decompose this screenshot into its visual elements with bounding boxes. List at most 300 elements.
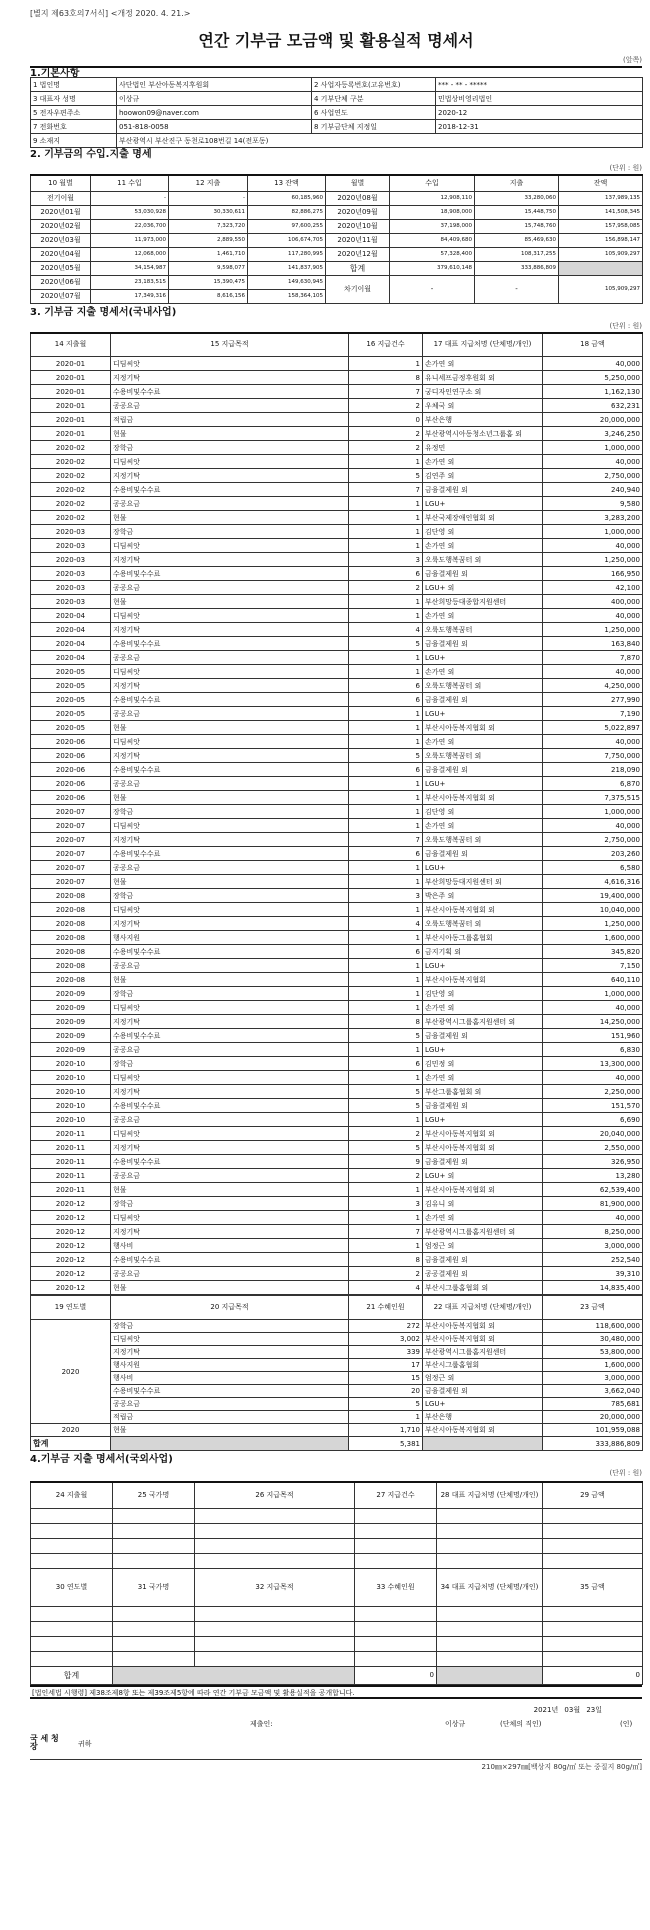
expense-payee: 손가연 외 <box>423 819 543 833</box>
income-row <box>31 205 643 219</box>
expense-purpose: 행사비 <box>111 1239 349 1253</box>
expense-count: 9 <box>349 1155 423 1169</box>
expense-amount: 40,000 <box>543 1211 643 1225</box>
expense-count: 1 <box>349 665 423 679</box>
summary-purpose: 적립금 <box>111 1411 349 1424</box>
summary-row <box>31 1346 643 1359</box>
expense-month: 2020-11 <box>31 1183 111 1197</box>
basic-value: *** - ** - ***** <box>436 78 643 92</box>
expense-purpose: 공공요금 <box>111 1043 349 1057</box>
expense-purpose: 수용비및수수료 <box>111 567 349 581</box>
domestic-header: 14 지출월 <box>31 333 111 357</box>
income-amount: 22,036,700 <box>91 219 169 233</box>
expense-amount: 1,461,710 <box>169 247 248 261</box>
overseas-empty-cell <box>355 1636 437 1651</box>
income-month: 2020년07월 <box>31 289 91 303</box>
expense-month: 2020-11 <box>31 1141 111 1155</box>
expense-amount: 40,000 <box>543 539 643 553</box>
expense-month: 2020-03 <box>31 567 111 581</box>
overseas-header: 33 수혜인원 <box>355 1568 437 1606</box>
expense-payee: 손가연 외 <box>423 609 543 623</box>
overseas-header: 34 대표 지급처명 (단체명/개인) <box>437 1568 543 1606</box>
expense-amount: 1,000,000 <box>543 441 643 455</box>
overseas-header: 24 지출월 <box>31 1482 113 1508</box>
carryover-balance: 105,909,297 <box>559 275 643 303</box>
expense-purpose: 공공요금 <box>111 651 349 665</box>
expense-purpose: 디딤씨앗 <box>111 609 349 623</box>
domestic-total-label: 합계 <box>31 1437 111 1451</box>
summary-purpose: 공공요금 <box>111 1398 349 1411</box>
income-amount: 34,154,987 <box>91 261 169 275</box>
expense-count: 1 <box>349 735 423 749</box>
expense-amount: 1,000,000 <box>543 987 643 1001</box>
expense-purpose: 현물 <box>111 1183 349 1197</box>
section-income-title: 2. 기부금의 수입.지출 명세 <box>30 149 152 160</box>
expense-count: 2 <box>349 1169 423 1183</box>
expense-amount: 81,900,000 <box>543 1197 643 1211</box>
expense-row <box>31 987 643 1001</box>
expense-purpose: 공공요금 <box>111 1113 349 1127</box>
summary-count: 17 <box>349 1359 423 1372</box>
address-label: 9 소재지 <box>31 134 117 148</box>
balance-amount: 141,837,905 <box>248 261 326 275</box>
overseas-empty-cell <box>31 1538 113 1553</box>
expense-amount: 6,580 <box>543 861 643 875</box>
expense-purpose: 공공요금 <box>111 581 349 595</box>
overseas-header-row-2 <box>31 1568 643 1606</box>
summary-amount: 785,681 <box>543 1398 643 1411</box>
expense-purpose: 공공요금 <box>111 707 349 721</box>
expense-amount: 6,830 <box>543 1043 643 1057</box>
expense-row <box>31 497 643 511</box>
expense-month: 2020-02 <box>31 511 111 525</box>
expense-purpose: 현물 <box>111 1281 349 1295</box>
expense-month: 2020-02 <box>31 441 111 455</box>
submit-date: 2021년 03월 23일 <box>533 1705 602 1714</box>
overseas-empty-cell <box>437 1538 543 1553</box>
summary-payee: 엄정근 외 <box>423 1372 543 1385</box>
expense-count: 6 <box>349 945 423 959</box>
overseas-empty-cell <box>355 1508 437 1523</box>
expense-month: 2020-01 <box>31 371 111 385</box>
addressee: 귀하 <box>78 1739 92 1748</box>
expense-month: 2020-04 <box>31 623 111 637</box>
expense-amount: 6,870 <box>543 777 643 791</box>
income-month: 전기이월 <box>31 191 91 205</box>
overseas-empty-cell <box>113 1636 195 1651</box>
expense-amount: 400,000 <box>543 595 643 609</box>
expense-purpose: 공공요금 <box>111 1267 349 1281</box>
expense-month: 2020-11 <box>31 1169 111 1183</box>
overseas-empty-cell <box>355 1523 437 1538</box>
income-month: 2020년10월 <box>326 219 390 233</box>
expense-amount: 40,000 <box>543 1001 643 1015</box>
expense-amount: 19,400,000 <box>543 889 643 903</box>
expense-payee: 손가연 외 <box>423 665 543 679</box>
expense-payee: 부산시아동복지협회 외 <box>423 1183 543 1197</box>
expense-row <box>31 665 643 679</box>
expense-row <box>31 1253 643 1267</box>
overseas-empty-cell <box>437 1523 543 1538</box>
expense-payee: 금융결제원 외 <box>423 1155 543 1169</box>
expense-amount: 3,283,200 <box>543 511 643 525</box>
income-row <box>31 261 643 275</box>
overseas-empty-cell <box>31 1553 113 1568</box>
expense-month: 2020-05 <box>31 665 111 679</box>
expense-row <box>31 1043 643 1057</box>
income-header: 지출 <box>475 175 559 191</box>
expense-amount: 1,600,000 <box>543 931 643 945</box>
expense-count: 6 <box>349 1057 423 1071</box>
expense-amount: 166,950 <box>543 567 643 581</box>
expense-row <box>31 959 643 973</box>
domestic-header: 15 지급목적 <box>111 333 349 357</box>
expense-payee: 금융결제원 외 <box>423 483 543 497</box>
domestic-header-row <box>31 333 643 357</box>
expense-count: 1 <box>349 1071 423 1085</box>
expense-count: 6 <box>349 763 423 777</box>
expense-row <box>31 1183 643 1197</box>
income-month: 2020년03월 <box>31 233 91 247</box>
overseas-header: 29 금액 <box>543 1482 643 1508</box>
basic-row <box>31 78 643 92</box>
expense-count: 5 <box>349 1029 423 1043</box>
expense-count: 1 <box>349 1043 423 1057</box>
summary-payee: LGU+ <box>423 1398 543 1411</box>
expense-count: 1 <box>349 497 423 511</box>
expense-total: 333,886,809 <box>475 261 559 275</box>
expense-payee: 유정민 <box>423 441 543 455</box>
overseas-empty-cell <box>113 1523 195 1538</box>
expense-amount: 7,870 <box>543 651 643 665</box>
overseas-empty-cell <box>543 1523 643 1538</box>
expense-payee: 손가연 외 <box>423 1071 543 1085</box>
income-header-row <box>31 175 643 191</box>
overseas-empty-row <box>31 1538 643 1553</box>
expense-amount: 7,190 <box>543 707 643 721</box>
expense-row <box>31 637 643 651</box>
expense-purpose: 현물 <box>111 595 349 609</box>
summary-purpose: 수용비및수수료 <box>111 1385 349 1398</box>
expense-row <box>31 1001 643 1015</box>
expense-amount: 163,840 <box>543 637 643 651</box>
expense-month: 2020-09 <box>31 1029 111 1043</box>
recipient-org: 국 세 청 장 <box>30 1733 59 1751</box>
overseas-empty-cell <box>437 1636 543 1651</box>
expense-row <box>31 399 643 413</box>
expense-payee: 손가연 외 <box>423 735 543 749</box>
basic-label: 3 대표자 성명 <box>31 92 117 106</box>
summary-row <box>31 1385 643 1398</box>
expense-purpose: 장학금 <box>111 1057 349 1071</box>
expense-month: 2020-12 <box>31 1211 111 1225</box>
expense-payee: 우체국 외 <box>423 399 543 413</box>
expense-month: 2020-12 <box>31 1197 111 1211</box>
expense-count: 2 <box>349 427 423 441</box>
overseas-empty-cell <box>543 1621 643 1636</box>
expense-row <box>31 525 643 539</box>
domestic-header: 16 지급건수 <box>349 333 423 357</box>
expense-amount: 40,000 <box>543 819 643 833</box>
expense-purpose: 지정기탁 <box>111 1225 349 1239</box>
income-amount: - <box>91 191 169 205</box>
expense-payee: 금융결제원 외 <box>423 1099 543 1113</box>
expense-month: 2020-02 <box>31 469 111 483</box>
balance-amount: 82,886,275 <box>248 205 326 219</box>
basic-row <box>31 92 643 106</box>
expense-count: 6 <box>349 567 423 581</box>
expense-count: 1 <box>349 721 423 735</box>
expense-month: 2020-03 <box>31 525 111 539</box>
overseas-total-count: 0 <box>355 1666 437 1684</box>
expense-amount: 40,000 <box>543 609 643 623</box>
expense-row <box>31 623 643 637</box>
expense-count: 1 <box>349 707 423 721</box>
income-month: 2020년02월 <box>31 219 91 233</box>
income-amount: 23,183,515 <box>91 275 169 289</box>
expense-month: 2020-07 <box>31 833 111 847</box>
summary-header: 22 대표 지급처명 (단체명/개인) <box>423 1296 543 1320</box>
expense-count: 1 <box>349 777 423 791</box>
expense-row <box>31 441 643 455</box>
summary-header: 20 지급목적 <box>111 1296 349 1320</box>
expense-count: 4 <box>349 1281 423 1295</box>
expense-count: 1 <box>349 805 423 819</box>
expense-payee: 부산그룹홈협회 외 <box>423 1085 543 1099</box>
expense-amount: 7,750,000 <box>543 749 643 763</box>
expense-row <box>31 875 643 889</box>
expense-amount: 2,889,550 <box>169 233 248 247</box>
income-amount: 18,908,000 <box>390 205 475 219</box>
expense-count: 1 <box>349 1183 423 1197</box>
expense-count: 5 <box>349 1141 423 1155</box>
overseas-unit: (단위 : 원) <box>609 1469 642 1477</box>
summary-count: 339 <box>349 1346 423 1359</box>
expense-payee: 부산시아동복지협회 <box>423 973 543 987</box>
basic-info-table <box>30 77 643 148</box>
expense-row <box>31 1029 643 1043</box>
expense-purpose: 지정기탁 <box>111 833 349 847</box>
expense-payee: LGU+ <box>423 777 543 791</box>
expense-amount: 2,750,000 <box>543 469 643 483</box>
expense-count: 3 <box>349 889 423 903</box>
expense-amount: 7,375,515 <box>543 791 643 805</box>
basic-value: 이상규 <box>117 92 312 106</box>
expense-count: 3 <box>349 553 423 567</box>
expense-purpose: 수용비및수수료 <box>111 945 349 959</box>
summary-amount: 118,600,000 <box>543 1320 643 1333</box>
basic-value: 민법상비영리법인 <box>436 92 643 106</box>
expense-month: 2020-08 <box>31 973 111 987</box>
expense-row <box>31 455 643 469</box>
income-month: 2020년12월 <box>326 247 390 261</box>
overseas-empty-cell <box>31 1636 113 1651</box>
expense-month: 2020-03 <box>31 581 111 595</box>
expense-count: 1 <box>349 903 423 917</box>
signature-block <box>30 1699 642 1759</box>
summary-amount: 3,000,000 <box>543 1372 643 1385</box>
basic-row <box>31 120 643 134</box>
form-number: [별지 제63호의7서식] <개정 2020. 4. 21.> <box>30 9 191 18</box>
expense-month: 2020-11 <box>31 1155 111 1169</box>
summary-count: 1 <box>349 1411 423 1424</box>
expense-row <box>31 1281 643 1295</box>
expense-count: 7 <box>349 483 423 497</box>
expense-purpose: 공공요금 <box>111 959 349 973</box>
expense-payee: 김연주 외 <box>423 469 543 483</box>
expense-row <box>31 1169 643 1183</box>
overseas-empty-cell <box>31 1651 113 1666</box>
overseas-empty-row <box>31 1606 643 1621</box>
expense-month: 2020-01 <box>31 399 111 413</box>
summary-header: 23 금액 <box>543 1296 643 1320</box>
expense-count: 5 <box>349 469 423 483</box>
expense-amount: 218,090 <box>543 763 643 777</box>
expense-month: 2020-02 <box>31 497 111 511</box>
expense-purpose: 장학금 <box>111 1197 349 1211</box>
expense-purpose: 지정기탁 <box>111 917 349 931</box>
expense-amount: 4,616,316 <box>543 875 643 889</box>
expense-month: 2020-07 <box>31 875 111 889</box>
expense-purpose: 지정기탁 <box>111 749 349 763</box>
expense-payee: LGU+ 외 <box>423 581 543 595</box>
basic-label: 1 법인명 <box>31 78 117 92</box>
seal-mark: (인) <box>620 1719 633 1728</box>
expense-month: 2020-12 <box>31 1253 111 1267</box>
overseas-empty-cell <box>113 1606 195 1621</box>
expense-purpose: 수용비및수수료 <box>111 637 349 651</box>
expense-amount: 2,550,000 <box>543 1141 643 1155</box>
expense-amount: 151,960 <box>543 1029 643 1043</box>
expense-month: 2020-12 <box>31 1239 111 1253</box>
expense-month: 2020-05 <box>31 679 111 693</box>
expense-payee: 김단영 외 <box>423 525 543 539</box>
expense-count: 1 <box>349 1239 423 1253</box>
summary-count: 5 <box>349 1398 423 1411</box>
income-table <box>30 174 643 304</box>
expense-row <box>31 567 643 581</box>
overseas-header: 31 국가명 <box>113 1568 195 1606</box>
expense-payee: 금융결제원 외 <box>423 567 543 581</box>
expense-row <box>31 595 643 609</box>
expense-count: 8 <box>349 1015 423 1029</box>
income-header: 13 잔액 <box>248 175 326 191</box>
overseas-empty-row <box>31 1553 643 1568</box>
expense-payee: 금융결제원 외 <box>423 763 543 777</box>
expense-purpose: 디딤씨앗 <box>111 1071 349 1085</box>
expense-purpose: 장학금 <box>111 441 349 455</box>
expense-purpose: 지정기탁 <box>111 1015 349 1029</box>
basic-label: 4 기부단체 구분 <box>312 92 436 106</box>
expense-amount: 14,250,000 <box>543 1015 643 1029</box>
basic-value: hoowon09@naver.com <box>117 106 312 120</box>
income-row <box>31 247 643 261</box>
balance-amount: 157,958,085 <box>559 219 643 233</box>
expense-row <box>31 903 643 917</box>
expense-month: 2020-08 <box>31 945 111 959</box>
overseas-total-label: 합계 <box>31 1666 113 1684</box>
expense-row <box>31 581 643 595</box>
expense-month: 2020-01 <box>31 413 111 427</box>
expense-row <box>31 1113 643 1127</box>
income-row <box>31 275 643 289</box>
summary-payee: 부산시아동복지협회 외 <box>423 1320 543 1333</box>
overseas-empty-cell <box>355 1621 437 1636</box>
overseas-empty-cell <box>543 1651 643 1666</box>
legal-note: [법인세법 시행령] 제38조제8항 또는 제39조제5항에 따라 연간 기부금 모금액 및 활용실적을 공개합니다. <box>30 1685 642 1699</box>
expense-month: 2020-08 <box>31 931 111 945</box>
submitter-name: 이상규 <box>445 1719 466 1728</box>
expense-amount: 30,330,611 <box>169 205 248 219</box>
expense-count: 7 <box>349 833 423 847</box>
domestic-header: 18 금액 <box>543 333 643 357</box>
seal-note: (단체의 직인) <box>500 1719 542 1728</box>
expense-purpose: 지정기탁 <box>111 679 349 693</box>
expense-count: 5 <box>349 1099 423 1113</box>
expense-row <box>31 973 643 987</box>
overseas-empty-cell <box>355 1651 437 1666</box>
expense-row <box>31 721 643 735</box>
domestic-header: 17 대표 지급처명 (단체명/개인) <box>423 333 543 357</box>
expense-amount: 3,000,000 <box>543 1239 643 1253</box>
expense-payee: 김단영 외 <box>423 805 543 819</box>
expense-month: 2020-07 <box>31 819 111 833</box>
expense-month: 2020-05 <box>31 693 111 707</box>
expense-amount: 9,598,077 <box>169 261 248 275</box>
expense-amount: 1,162,130 <box>543 385 643 399</box>
summary-purpose: 디딤씨앗 <box>111 1333 349 1346</box>
summary-payee: 부산광역시그룹홈지원센터 <box>423 1346 543 1359</box>
expense-row <box>31 1225 643 1239</box>
summary-row <box>31 1333 643 1346</box>
basic-value: 051-818-0058 <box>117 120 312 134</box>
overseas-table <box>30 1481 643 1685</box>
expense-payee: 부산광역시그룹홈지원센터 외 <box>423 1015 543 1029</box>
expense-payee: 금융결제원 외 <box>423 1253 543 1267</box>
overseas-empty-cell <box>195 1651 355 1666</box>
balance-total-blank <box>559 261 643 275</box>
summary-last-count: 1,710 <box>349 1424 423 1437</box>
expense-row <box>31 1197 643 1211</box>
expense-purpose: 수용비및수수료 <box>111 1253 349 1267</box>
expense-count: 6 <box>349 847 423 861</box>
expense-payee: 부산국제장애인협회 외 <box>423 511 543 525</box>
summary-amount: 3,662,040 <box>543 1385 643 1398</box>
address-row <box>31 134 643 148</box>
expense-count: 1 <box>349 609 423 623</box>
expense-month: 2020-12 <box>31 1267 111 1281</box>
expense-month: 2020-03 <box>31 595 111 609</box>
expense-month: 2020-09 <box>31 1015 111 1029</box>
expense-purpose: 수용비및수수료 <box>111 693 349 707</box>
income-amount: 84,409,680 <box>390 233 475 247</box>
basic-value: 사단법인 부산아동복지후원회 <box>117 78 312 92</box>
balance-amount: 117,280,995 <box>248 247 326 261</box>
expense-payee: 금융결제원 외 <box>423 693 543 707</box>
overseas-header: 28 대표 지급처명 (단체명/개인) <box>437 1482 543 1508</box>
expense-row <box>31 945 643 959</box>
income-month: 2020년09월 <box>326 205 390 219</box>
expense-amount: 40,000 <box>543 357 643 371</box>
carryover-label: 차기이월 <box>326 275 390 303</box>
expense-payee: 부산광역시아동청소년그룹홈 외 <box>423 427 543 441</box>
basic-value: 2020-12 <box>436 106 643 120</box>
form-page <box>30 8 642 1771</box>
expense-row <box>31 1239 643 1253</box>
expense-count: 7 <box>349 385 423 399</box>
expense-count: 1 <box>349 511 423 525</box>
summary-count: 3,002 <box>349 1333 423 1346</box>
